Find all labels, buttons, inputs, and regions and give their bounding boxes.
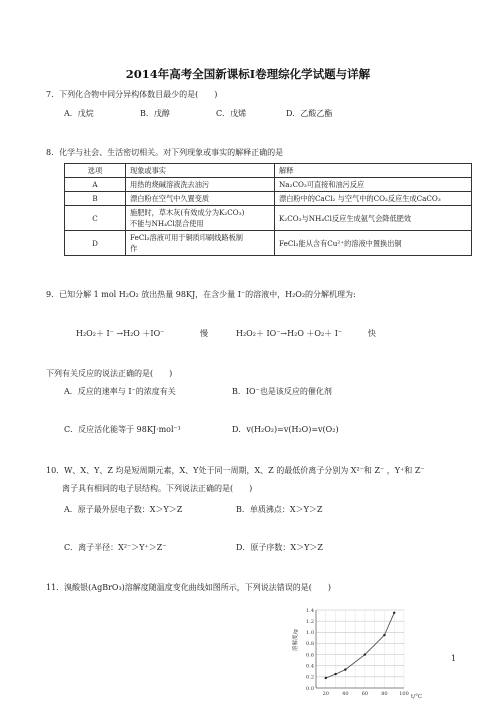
q9-option-d: D．v(H₂O₂)=v(H₂O)=v(O₂) [232, 425, 339, 434]
q7-option-a: A．戊烷 [64, 109, 94, 118]
fact-cell [126, 231, 275, 256]
data-point [393, 612, 395, 614]
q11-stem: 11．溴酸银(AgBrO₃)溶解度随温度变化曲线如图所示，下列说法错误的是( ) [46, 583, 332, 592]
q7-option-d: D．乙酸乙酯 [286, 109, 333, 118]
solubility-chart [292, 604, 424, 700]
data-point [334, 673, 336, 675]
q7-option-c: C．戊烯 [216, 109, 247, 118]
y-tick-label: 0.0 [306, 685, 314, 692]
page-number: 1 [451, 654, 457, 663]
y-axis-label: 溶解度/g [293, 629, 299, 651]
page-title: 2014年高考全国新课标Ⅰ卷理综化学试题与详解 [125, 67, 371, 81]
fact-line: 作 [130, 244, 138, 253]
y-tick-label: 0.8 [306, 641, 314, 648]
table-header: 现象或事实 [126, 164, 275, 178]
q9-option-c: C．反应活化能等于 98KJ·mol⁻¹ [64, 425, 181, 434]
x-tick-label: 40 [342, 691, 349, 697]
x-axis-label: t/°C [411, 694, 423, 700]
q9-option-b: B．IO⁻也是该反应的催化剂 [232, 387, 332, 396]
explain-cell: FeCl₃能从含有Cu²⁺的溶液中置换出铜 [275, 231, 472, 256]
y-tick-label: 0.6 [306, 652, 314, 659]
x-tick-label: 80 [381, 691, 388, 697]
fact-cell [126, 206, 275, 231]
q9-fast-label: 快 [368, 329, 376, 338]
table-header: 解释 [275, 164, 472, 178]
x-tick-label: 20 [322, 691, 329, 697]
table-row [65, 178, 472, 192]
table-row [65, 206, 472, 231]
q9-slow-label: 慢 [200, 329, 208, 338]
q8-stem: 8．化学与社会、生活密切相关。对下列现象或事实的解释正确的是 [46, 148, 284, 157]
q10-option-d: D．原子序数：X＞Y＞Z [236, 543, 323, 552]
q9-equation-1: H₂O₂＋ I⁻ →H₂O ＋IO⁻ [76, 329, 165, 338]
q8-table [64, 163, 472, 256]
option-cell: B [65, 192, 126, 206]
fact-line: FeCl₃溶液可用于铜质印刷线路板制 [130, 233, 243, 242]
q10-stem-line-2: 离子具有相同的电子层结构。下列说法正确的是( ) [62, 484, 253, 493]
q9-option-a: A．反应的速率与 I⁻的浓度有关 [64, 387, 176, 396]
option-cell: D [65, 231, 126, 256]
series-line [326, 613, 394, 678]
q7-stem: 7．下列化合物中同分异构体数目最少的是( ) [46, 90, 218, 99]
y-tick-label: 1.2 [306, 618, 314, 625]
fact-line: 施肥时，草木灰(有效成分为K₂CO₃) [130, 208, 245, 217]
explain-cell: 漂白粉中的CaCl₂ 与空气中的CO₂反应生成CaCO₃ [275, 192, 472, 206]
y-tick-label: 1.0 [306, 630, 314, 637]
table-row [65, 192, 472, 206]
data-point [383, 634, 385, 636]
data-point [325, 677, 327, 679]
option-cell: C [65, 206, 126, 231]
y-tick-label: 1.4 [306, 607, 314, 614]
fact-cell: 用热的烧碱溶液洗去油污 [126, 178, 275, 192]
fact-cell: 漂白粉在空气中久置变质 [126, 192, 275, 206]
explain-cell: K₂CO₃与NH₄Cl反应生成氨气会降低肥效 [275, 206, 472, 231]
x-tick-label: 100 [399, 691, 409, 697]
q9-equation-2: H₂O₂＋ IO⁻→H₂O ＋O₂＋ I⁻ [236, 329, 343, 338]
q10-option-b: B．单质沸点：X＞Y＞Z [236, 505, 323, 514]
table-header: 选项 [65, 164, 126, 178]
explain-cell: Na₂CO₃可直接和油污反应 [275, 178, 472, 192]
option-cell: A [65, 178, 126, 192]
series-points [325, 612, 396, 680]
data-point [344, 668, 346, 670]
y-tick-label: 0.4 [306, 663, 314, 670]
data-point [364, 653, 366, 655]
q10-option-c: C．离子半径：X²⁻＞Y⁺＞Z⁻ [64, 543, 167, 552]
q9-ask: 下列有关反应的说法正确的是( ) [46, 369, 173, 378]
fact-line: 不能与NH₄Cl混合使用 [130, 219, 204, 228]
x-tick-label: 60 [361, 691, 369, 697]
q10-stem-line-1: 10．W、X、Y、Z 均是短周期元素，X、Y处于同一周期，X、Z 的最低价离子分别为 X²⁻和 Z⁻ ，Y⁺和 Z⁻ [46, 466, 425, 475]
q10-option-a: A．原子最外层电子数：X＞Y＞Z [64, 505, 183, 514]
q9-stem: 9．已知分解 1 mol H₂O₂ 放出热量 98KJ，在含少量 I⁻的溶液中，H₂O₂的分解机理为: [46, 290, 356, 299]
y-tick-label: 0.2 [306, 674, 314, 681]
q7-option-b: B．戊醇 [140, 109, 170, 118]
table-header-row [65, 164, 472, 178]
table-row [65, 231, 472, 256]
